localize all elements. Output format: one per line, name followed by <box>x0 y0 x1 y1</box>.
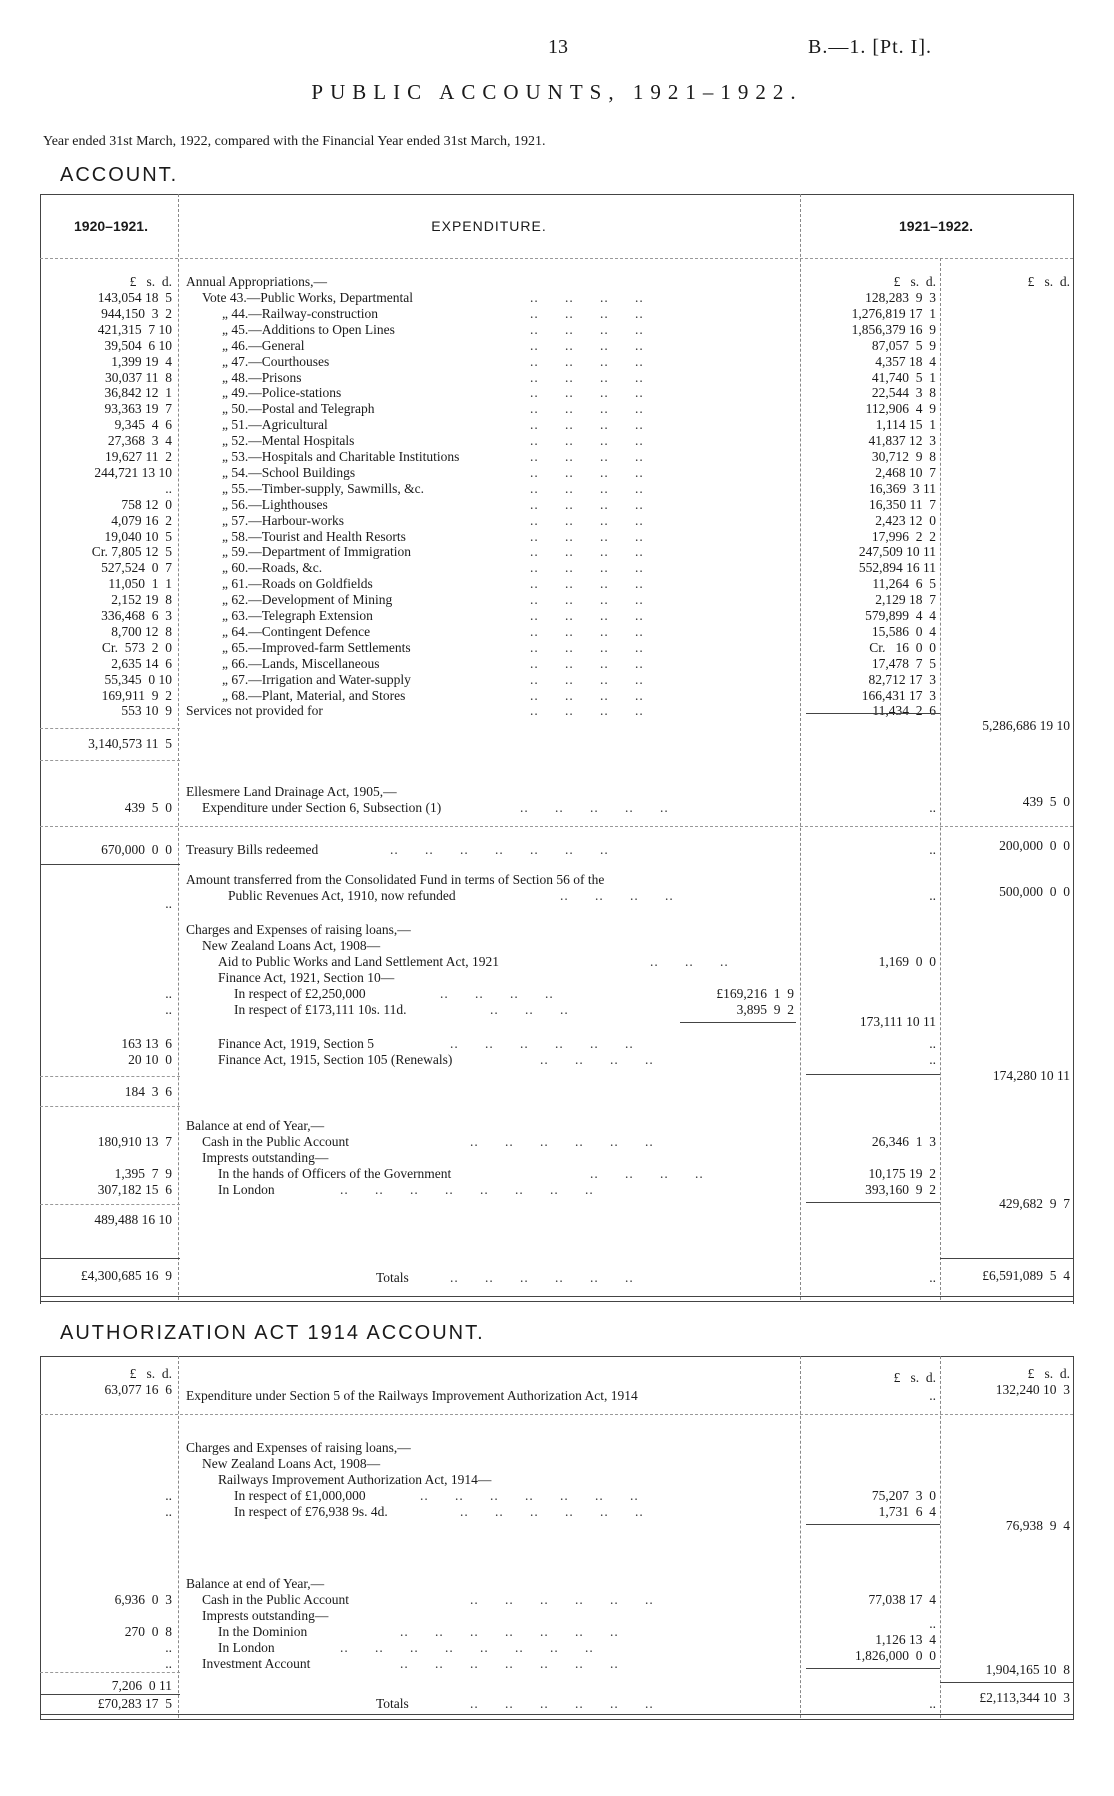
vote-row-prev: Cr. 573 2 0 <box>101 640 172 655</box>
vote-row-leaders: .. .. .. .. <box>530 370 644 385</box>
vote-row-prev: 2,152 19 8 <box>111 592 172 607</box>
balance-cash-curr: 26,346 1 3 <box>871 1134 936 1149</box>
vote-row-curr: 579,899 4 4 <box>865 608 936 623</box>
balance-officers-prev: 1,395 7 9 <box>114 1166 172 1181</box>
vote-row-leaders: .. .. .. .. <box>530 417 644 432</box>
vote-row-curr: 17,996 2 2 <box>871 529 936 544</box>
vote-row-leaders: .. .. .. .. <box>530 401 644 416</box>
vote-row-curr: 247,509 10 11 <box>858 544 936 559</box>
vote-row-prev: 36,842 12 1 <box>104 385 172 400</box>
vote-row-curr: 1,276,819 17 1 <box>851 306 936 321</box>
vote-row-label: „ 52.—Mental Hospitals <box>222 433 355 448</box>
vote-row-label: „ 62.—Development of Mining <box>222 592 393 607</box>
auth-loans-heading: Charges and Expenses of raising loans,— <box>186 1440 411 1455</box>
auth-unit-total: £ s. d. <box>1027 1366 1070 1381</box>
auth-expenditure-total: 132,240 10 3 <box>995 1382 1070 1397</box>
unit-header-curr: £ s. d. <box>893 274 936 289</box>
vote-row-leaders: .. .. .. .. <box>530 640 644 655</box>
vote-row-leaders: .. .. .. .. <box>530 290 644 305</box>
auth-loans-respect-2: In respect of £76,938 9s. 4d. <box>234 1504 388 1519</box>
auth-unit-curr: £ s. d. <box>893 1370 936 1385</box>
vote-row-prev: 93,363 19 7 <box>104 401 172 416</box>
votes-total-prev: 3,140,573 11 5 <box>88 736 172 751</box>
loans-sub-curr: 173,111 10 11 <box>859 1014 936 1029</box>
balance-cash-prev: 180,910 13 7 <box>97 1134 172 1149</box>
vote-row-curr: 11,434 2 6 <box>872 703 936 718</box>
auth-balance-investment-curr: 1,826,000 0 0 <box>855 1648 936 1663</box>
vote-row-leaders: .. .. .. .. <box>530 497 644 512</box>
account-col-divider-1 <box>178 194 179 1300</box>
ellesmere-prev: 439 5 0 <box>124 800 172 815</box>
loans-1915-leaders: .. .. .. .. <box>540 1052 654 1067</box>
vote-row-label: „ 59.—Department of Immigration <box>222 544 411 559</box>
loans-total: 174,280 10 11 <box>992 1068 1070 1083</box>
transfer-line-2: Public Revenues Act, 1910, now refunded <box>228 888 456 903</box>
auth-balance-dominion-curr: .. <box>929 1616 936 1631</box>
loans-1915-curr: .. <box>929 1052 936 1067</box>
auth-balance-total-prev: 7,206 0 11 <box>111 1678 172 1693</box>
document-reference: B.—1. [Pt. I]. <box>808 36 932 58</box>
authorization-col-divider-3 <box>940 1356 941 1718</box>
loans-respect-2-leaders: .. .. .. <box>490 1002 569 1017</box>
loans-heading: Charges and Expenses of raising loans,— <box>186 922 411 937</box>
totals-curr: .. <box>929 1270 936 1285</box>
auth-balance-investment-label: Investment Account <box>202 1656 311 1671</box>
vote-row-label: „ 55.—Timber-supply, Sawmills, &c. <box>222 481 424 496</box>
vote-row-curr: 552,894 16 11 <box>858 560 936 575</box>
vote-row-prev: 27,368 3 4 <box>107 433 172 448</box>
balance-officers-curr: 10,175 19 2 <box>868 1166 936 1181</box>
vote-row-curr: 17,478 7 5 <box>871 656 936 671</box>
vote-row-curr: 22,544 3 8 <box>871 385 936 400</box>
auth-balance-curr-rule <box>806 1668 940 1669</box>
vote-row-leaders: .. .. .. .. <box>530 544 644 559</box>
vote-row-label: „ 57.—Harbour-works <box>222 513 344 528</box>
loans-1919-prev: 163 13 6 <box>121 1036 172 1051</box>
transfer-curr: .. <box>929 888 936 903</box>
vote-row-label: „ 61.—Roads on Goldfields <box>222 576 373 591</box>
vote-row-label: „ 53.—Hospitals and Charitable Institutions <box>222 449 460 464</box>
vote-row-leaders: .. .. .. .. <box>530 513 644 528</box>
vote-row-leaders: .. .. .. .. <box>530 560 644 575</box>
auth-totals-prev-rule <box>40 1694 180 1695</box>
vote-row-curr: 1,856,379 16 9 <box>851 322 936 337</box>
auth-balance-london-prev: .. <box>165 1640 172 1655</box>
vote-row-prev: 2,635 14 6 <box>111 656 172 671</box>
auth-balance-dominion-label: In the Dominion <box>218 1624 308 1639</box>
unit-header-prev: £ s. d. <box>129 274 172 289</box>
vote-row-label: „ 60.—Roads, &c. <box>222 560 323 575</box>
auth-balance-imprests: Imprests outstanding— <box>202 1608 329 1623</box>
vote-row-label: „ 66.—Lands, Miscellaneous <box>222 656 380 671</box>
vote-row-curr: 4,357 18 4 <box>875 354 936 369</box>
transfer-prev: .. <box>165 896 172 911</box>
vote-row-label: „ 54.—School Buildings <box>222 465 356 480</box>
auth-balance-investment-leaders: .. .. .. .. .. .. .. <box>400 1656 619 1671</box>
auth-loans-curr-rule <box>806 1524 940 1525</box>
vote-row-leaders: .. .. .. .. <box>530 306 644 321</box>
auth-balance-london-curr: 1,126 13 4 <box>875 1632 936 1647</box>
ellesmere-leaders: .. .. .. .. .. <box>520 800 669 815</box>
account-bottom-rule <box>40 1296 1073 1297</box>
vote-row-prev: 1,399 19 4 <box>111 354 172 369</box>
transfer-line-1: Amount transferred from the Consolidated Fund in terms of Section 56 of the <box>186 872 605 887</box>
auth-expenditure-rule <box>40 1414 1073 1415</box>
vote-row-prev: 8,700 12 8 <box>111 624 172 639</box>
vote-row-prev: 143,054 18 5 <box>97 290 172 305</box>
treasury-total: 200,000 0 0 <box>999 838 1070 853</box>
vote-row-curr: Cr. 16 0 0 <box>869 640 936 655</box>
page-number: 13 <box>548 36 568 58</box>
loans-finance-1915: Finance Act, 1915, Section 105 (Renewals) <box>218 1052 453 1067</box>
vote-row-curr: 16,350 11 7 <box>869 497 936 512</box>
vote-row-curr: 30,712 9 8 <box>871 449 936 464</box>
loans-respect-1: In respect of £2,250,000 <box>234 986 366 1001</box>
balance-curr-rule <box>806 1202 940 1203</box>
vote-row-curr: 41,837 12 3 <box>868 433 936 448</box>
vote-row-prev: 527,524 0 7 <box>101 560 172 575</box>
vote-row-curr: 166,431 17 3 <box>861 688 936 703</box>
auth-balance-dominion-leaders: .. .. .. .. .. .. .. <box>400 1624 619 1639</box>
loans-respect-2-prev: .. <box>165 1002 172 1017</box>
auth-loans-respect-2-curr: 1,731 6 4 <box>878 1504 936 1519</box>
vote-row-prev: 9,345 4 6 <box>114 417 172 432</box>
auth-totals-top-rule <box>940 1682 1073 1683</box>
auth-balance-london-label: In London <box>218 1640 275 1655</box>
auth-totals-prev: £70,283 17 5 <box>97 1696 172 1711</box>
vote-row-prev: 244,721 13 10 <box>94 465 172 480</box>
vote-row-prev: 19,040 10 5 <box>104 529 172 544</box>
column-header-1920-1921: 1920–1921. <box>74 218 148 234</box>
loans-total-rule <box>40 1106 180 1107</box>
loans-respect-1-inner: £169,216 1 9 <box>716 986 794 1001</box>
balance-london-prev: 307,182 15 6 <box>97 1182 172 1197</box>
vote-row-prev: 421,315 7 10 <box>97 322 172 337</box>
vote-row-label: „ 47.—Courthouses <box>222 354 330 369</box>
column-header-expenditure: EXPENDITURE. <box>431 218 547 234</box>
vote-row-curr: 41,740 5 1 <box>871 370 936 385</box>
vote-row-label: „ 63.—Telegraph Extension <box>222 608 373 623</box>
ellesmere-curr: .. <box>929 800 936 815</box>
vote-row-leaders: .. .. .. .. <box>530 608 644 623</box>
auth-balance-heading: Balance at end of Year,— <box>186 1576 325 1591</box>
vote-row-leaders: .. .. .. .. <box>530 322 644 337</box>
transfer-total: 500,000 0 0 <box>999 884 1070 899</box>
balance-cash-label: Cash in the Public Account <box>202 1134 349 1149</box>
loans-curr-rule <box>806 1074 940 1075</box>
vote-row-prev: 169,911 9 2 <box>101 688 172 703</box>
auth-loans-act: New Zealand Loans Act, 1908— <box>202 1456 381 1471</box>
auth-loans-total: 76,938 9 4 <box>1005 1518 1070 1533</box>
vote-row-curr: 112,906 4 9 <box>865 401 936 416</box>
vote-row-label: „ 48.—Prisons <box>222 370 302 385</box>
vote-row-curr: 128,283 9 3 <box>865 290 936 305</box>
auth-balance-cash-curr: 77,038 17 4 <box>868 1592 936 1607</box>
ellesmere-rule <box>40 826 1073 827</box>
authorization-col-divider-2 <box>800 1356 801 1718</box>
auth-loans-respect-1-prev: .. <box>165 1488 172 1503</box>
balance-london-curr: 393,160 9 2 <box>865 1182 936 1197</box>
auth-totals-total: £2,113,344 10 3 <box>979 1690 1070 1705</box>
balance-officers-label: In the hands of Officers of the Government <box>218 1166 452 1181</box>
vote-row-curr: 82,712 17 3 <box>868 672 936 687</box>
page-title: PUBLIC ACCOUNTS, 1921–1922. <box>311 80 803 104</box>
balance-total: 429,682 9 7 <box>999 1196 1070 1211</box>
auth-totals-leaders: .. .. .. .. .. .. <box>470 1696 654 1711</box>
vote-row-leaders: .. .. .. .. <box>530 338 644 353</box>
vote-row-leaders: .. .. .. .. <box>530 624 644 639</box>
column-header-1921-1922: 1921–1922. <box>899 218 973 234</box>
vote-row-leaders: .. .. .. .. <box>530 656 644 671</box>
transfer-leaders: .. .. .. .. <box>560 888 674 903</box>
loans-respect-1-leaders: .. .. .. .. <box>440 986 554 1001</box>
vote-row-prev: 4,079 16 2 <box>111 513 172 528</box>
balance-total-prev: 489,488 16 10 <box>94 1212 172 1227</box>
totals-top-rule <box>940 1258 1073 1259</box>
auth-loans-respect-2-prev: .. <box>165 1504 172 1519</box>
balance-london-leaders: .. .. .. .. .. .. .. .. <box>340 1182 594 1197</box>
totals-prev: £4,300,685 16 9 <box>80 1268 172 1283</box>
authorization-top-rule <box>40 1356 1073 1357</box>
balance-heading: Balance at end of Year,— <box>186 1118 325 1133</box>
vote-row-label: „ 67.—Irrigation and Water-supply <box>222 672 411 687</box>
treasury-prev: 670,000 0 0 <box>101 842 172 857</box>
auth-balance-cash-prev: 6,936 0 3 <box>114 1592 172 1607</box>
loans-respect-2-inner: 3,895 9 2 <box>736 1002 794 1017</box>
votes-curr-rule <box>806 713 940 714</box>
vote-row-label: „ 56.—Lighthouses <box>222 497 328 512</box>
vote-row-label: „ 46.—General <box>222 338 305 353</box>
appropriations-intro: Annual Appropriations,— <box>186 274 327 289</box>
auth-balance-dominion-prev: 270 0 8 <box>124 1624 172 1639</box>
loans-1919-leaders: .. .. .. .. .. .. <box>450 1036 634 1051</box>
balance-prev-rule <box>40 1204 180 1205</box>
loans-act: New Zealand Loans Act, 1908— <box>202 938 381 953</box>
vote-row-prev: 19,627 11 2 <box>105 449 172 464</box>
auth-balance-prev-rule <box>40 1672 180 1673</box>
vote-row-label: „ 49.—Police-stations <box>222 385 342 400</box>
totals-label: Totals <box>376 1270 409 1285</box>
loans-aid-leaders: .. .. .. <box>650 954 729 969</box>
auth-balance-london-leaders: .. .. .. .. .. .. .. .. <box>340 1640 594 1655</box>
loans-1915-prev: 20 10 0 <box>128 1052 172 1067</box>
authorization-col-divider-1 <box>178 1356 179 1718</box>
vote-row-label: Services not provided for <box>186 703 323 718</box>
vote-row-prev: 553 10 9 <box>121 703 172 718</box>
vote-row-label: „ 64.—Contingent Defence <box>222 624 371 639</box>
vote-row-label: „ 65.—Improved-farm Settlements <box>222 640 411 655</box>
auth-totals-curr: .. <box>929 1696 936 1711</box>
totals-total: £6,591,089 5 4 <box>982 1268 1070 1283</box>
loans-inner-rule <box>680 1022 796 1023</box>
loans-total-prev: 184 3 6 <box>124 1084 172 1099</box>
auth-unit-prev: £ s. d. <box>129 1366 172 1381</box>
treasury-leaders: .. .. .. .. .. .. .. <box>390 842 609 857</box>
vote-row-curr: 87,057 5 9 <box>871 338 936 353</box>
vote-row-label: „ 58.—Tourist and Health Resorts <box>222 529 406 544</box>
balance-officers-leaders: .. .. .. .. <box>590 1166 704 1181</box>
vote-row-leaders: .. .. .. .. <box>530 433 644 448</box>
vote-row-label: „ 44.—Railway-construction <box>222 306 378 321</box>
auth-balance-total: 1,904,165 10 8 <box>985 1662 1070 1677</box>
account-bottom-rule-2 <box>40 1301 1073 1302</box>
vote-row-curr: 15,586 0 4 <box>871 624 936 639</box>
auth-balance-cash-label: Cash in the Public Account <box>202 1592 349 1607</box>
vote-row-leaders: .. .. .. .. <box>530 529 644 544</box>
vote-row-leaders: .. .. .. .. <box>530 688 644 703</box>
ellesmere-heading: Ellesmere Land Drainage Act, 1905,— <box>186 784 397 799</box>
authorization-section-title: AUTHORIZATION ACT 1914 ACCOUNT. <box>60 1322 485 1344</box>
auth-expenditure-prev: 63,077 16 6 <box>104 1382 172 1397</box>
account-section-title: ACCOUNT. <box>60 164 179 186</box>
vote-row-label: „ 68.—Plant, Material, and Stores <box>222 688 406 703</box>
vote-row-leaders: .. .. .. .. <box>530 385 644 400</box>
vote-row-prev: 758 12 0 <box>121 497 172 512</box>
auth-expenditure-label: Expenditure under Section 5 of the Railways Improvement Authorization Act, 1914 <box>186 1388 638 1403</box>
loans-aid-label: Aid to Public Works and Land Settlement Act, 1921 <box>218 954 500 969</box>
auth-totals-label: Totals <box>376 1696 409 1711</box>
vote-row-prev: 336,468 6 3 <box>101 608 172 623</box>
auth-balance-cash-leaders: .. .. .. .. .. .. <box>470 1592 654 1607</box>
vote-row-prev: 944,150 3 2 <box>101 306 172 321</box>
balance-london-label: In London <box>218 1182 275 1197</box>
vote-row-leaders: .. .. .. .. <box>530 672 644 687</box>
vote-row-prev: 30,037 11 8 <box>105 370 172 385</box>
vote-row-curr: 16,369 3 11 <box>869 481 936 496</box>
authorization-bottom-rule-2 <box>40 1719 1073 1720</box>
vote-row-leaders: .. .. .. .. <box>530 354 644 369</box>
vote-row-prev: Cr. 7,805 12 5 <box>91 544 172 559</box>
account-header-rule <box>40 258 1073 259</box>
vote-row-curr: 2,468 10 7 <box>875 465 936 480</box>
vote-row-leaders: .. .. .. .. <box>530 576 644 591</box>
totals-leaders: .. .. .. .. .. .. <box>450 1270 634 1285</box>
vote-row-leaders: .. .. .. .. <box>530 592 644 607</box>
treasury-rule <box>40 864 180 865</box>
vote-row-curr: 1,114 15 1 <box>875 417 936 432</box>
vote-row-label: „ 51.—Agricultural <box>222 417 328 432</box>
auth-loans-respect-2-leaders: .. .. .. .. .. .. <box>460 1504 644 1519</box>
loans-finance-1921: Finance Act, 1921, Section 10— <box>218 970 395 985</box>
ellesmere-total: 439 5 0 <box>1022 794 1070 809</box>
vote-row-prev: 55,345 0 10 <box>104 672 172 687</box>
vote-row-label: „ 45.—Additions to Open Lines <box>222 322 395 337</box>
auth-loans-respect-1-leaders: .. .. .. .. .. .. .. <box>420 1488 639 1503</box>
vote-row-curr: 2,423 12 0 <box>875 513 936 528</box>
balance-cash-leaders: .. .. .. .. .. .. <box>470 1134 654 1149</box>
votes-subtotal-rule <box>40 728 180 729</box>
account-col-divider-2 <box>800 194 801 1300</box>
vote-row-leaders: .. .. .. .. <box>530 481 644 496</box>
vote-row-prev: .. <box>165 481 172 496</box>
auth-loans-respect-1-curr: 75,207 3 0 <box>871 1488 936 1503</box>
loans-finance-1919: Finance Act, 1919, Section 5 <box>218 1036 374 1051</box>
page-subtitle: Year ended 31st March, 1922, compared with the Financial Year ended 31st March, 1921. <box>43 134 546 149</box>
loans-aid-curr: 1,169 0 0 <box>878 954 936 969</box>
loans-respect-2: In respect of £173,111 10s. 11d. <box>234 1002 407 1017</box>
vote-row-curr: 2,129 18 7 <box>875 592 936 607</box>
vote-row-curr: 11,264 6 5 <box>872 576 936 591</box>
vote-row-leaders: .. .. .. .. <box>530 465 644 480</box>
vote-row-prev: 39,504 6 10 <box>104 338 172 353</box>
ellesmere-label: Expenditure under Section 6, Subsection (1) <box>202 800 442 815</box>
totals-prev-top-rule <box>40 1258 180 1259</box>
auth-expenditure-curr: .. <box>929 1388 936 1403</box>
loans-respect-1-prev: .. <box>165 986 172 1001</box>
vote-row-label: Vote 43.—Public Works, Departmental <box>202 290 414 305</box>
vote-row-label: „ 50.—Postal and Telegraph <box>222 401 375 416</box>
vote-row-prev: 11,050 1 1 <box>108 576 172 591</box>
vote-row-leaders: .. .. .. .. <box>530 449 644 464</box>
balance-imprests: Imprests outstanding— <box>202 1150 329 1165</box>
account-top-rule <box>40 194 1073 195</box>
auth-balance-investment-prev: .. <box>165 1656 172 1671</box>
loans-1919-curr: .. <box>929 1036 936 1051</box>
vote-row-leaders: .. .. .. .. <box>530 703 644 718</box>
votes-total-curr: 5,286,686 19 10 <box>982 718 1070 733</box>
loans-prev-rule <box>40 1076 180 1077</box>
auth-loans-respect-1: In respect of £1,000,000 <box>234 1488 366 1503</box>
treasury-label: Treasury Bills redeemed <box>186 842 319 857</box>
treasury-curr: .. <box>929 842 936 857</box>
votes-total-rule <box>40 760 180 761</box>
account-col-divider-3 <box>940 258 941 1300</box>
authorization-bottom-rule <box>40 1714 1073 1715</box>
unit-header-total: £ s. d. <box>1027 274 1070 289</box>
auth-loans-railways: Railways Improvement Authorization Act, 1914— <box>218 1472 492 1487</box>
